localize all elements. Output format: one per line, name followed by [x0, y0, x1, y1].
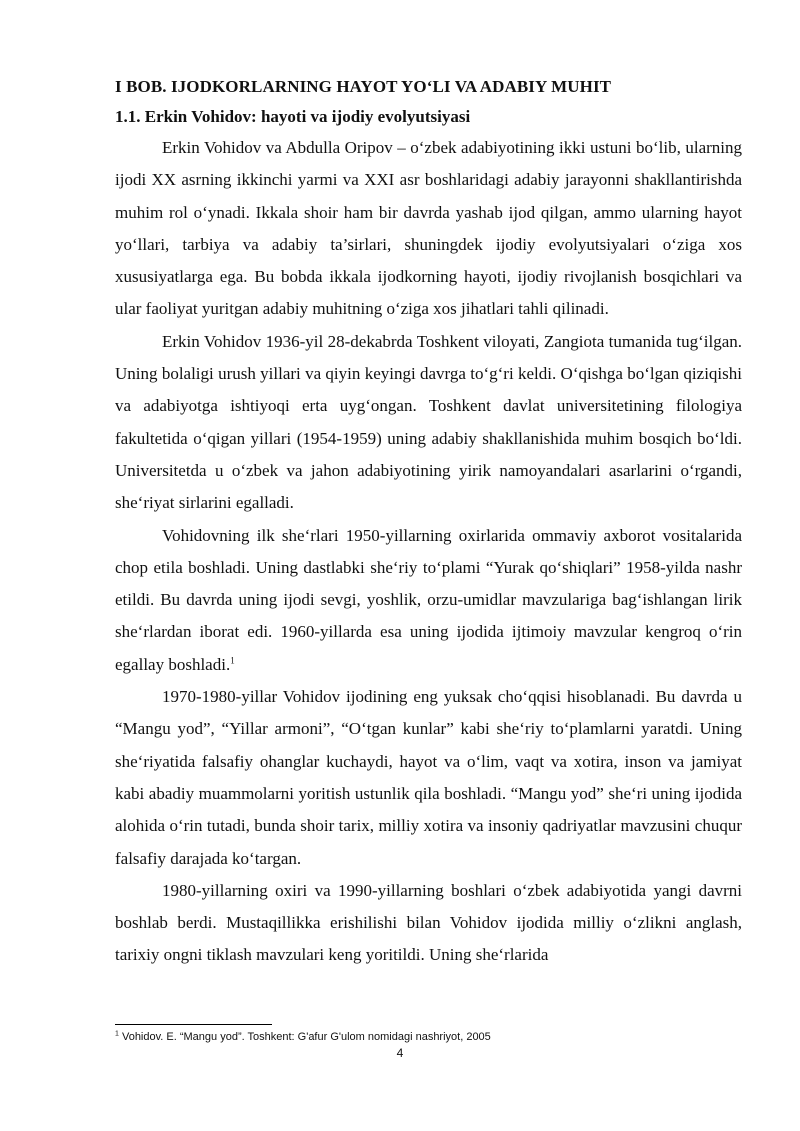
footnote-reference: 1 [230, 655, 235, 666]
footnote-number: 1 [115, 1030, 119, 1038]
page-number: 4 [396, 1046, 404, 1060]
footnote [115, 1030, 742, 1044]
paragraph-2: Erkin Vohidov 1936-yil 28-dekabrda Toshkent viloyati, Zangiota tumanida tug‘ilgan. Uning bolaligi urush yillari va qiyin keyingi davrga to‘g‘ri keldi. O‘qishga bo‘lgan qiziqishi va adabiyotga ishtiyoqi erta uyg‘ongan. Toshkent davlat universitetining filologiya fakultetida o‘qigan yillari (1954-1959) uning adabiy shakllanishida muhim bosqich bo‘ldi. Universitetda u o‘zbek va jahon adabiyotining yirik namoyandalari asarlarini o‘rgandi, she‘riyat sirlarini egalladi. [115, 331, 742, 513]
paragraph-5: 1980-yillarning oxiri va 1990-yillarning boshlari o‘zbek adabiyotida yangi davrni boshlab berdi. Mustaqillikka erishilishi bilan Vohidov ijodida milliy o‘zlikni anglash, tarixiy ongni tiklash mavzulari keng yoritildi. Uning she‘rlarida [115, 880, 742, 965]
section-title: 1.1. Erkin Vohidov: hayoti va ijodiy evolyutsiyasi [115, 107, 471, 126]
paragraph-4: 1970-1980-yillar Vohidov ijodining eng yuksak cho‘qqisi hisoblanadi. Bu davrda u “Mangu yod”, “Yillar armoni”, “O‘tgan kunlar” kabi she‘riy to‘plamlarni yaratdi. Uning she‘riyatida falsafiy ohanglar kuchaydi, hayot va o‘lim, vaqt va xotira, inson va jamiyat kabi abadiy muammolarni yoritish ustunlik qila boshladi. “Mangu yod” she‘ri uning ijodida alohida o‘rin tutadi, bunda shoir tarix, milliy xotira va insoniy qadriyatlar mavzusini chuqur falsafiy darajada ko‘targan. [115, 687, 742, 868]
chapter-title: I BOB. IJODKORLARNING HAYOT YO‘LI VA ADABIY MUHIT [115, 77, 612, 96]
paragraph-3-text: Vohidovning ilk she‘rlari 1950-yillarning oxirlarida ommaviy axborot vositalarida chop etila boshladi. Uning dastlabki she‘riy to‘plami “Yurak qo‘shiqlari” 1958-yilda nashr etildi. Bu davrda uning ijodi sevgi, yoshlik, orzu-umidlar mavzulariga bag‘ishlangan lirik she‘rlardan iborat edi. 1960-yillarda esa uning ijodida ijtimoiy mavzular kengroq o‘rin egallay boshladi. [115, 525, 742, 674]
paragraph-3 [115, 520, 742, 681]
footnote-separator [115, 1024, 272, 1025]
document-body [115, 72, 742, 972]
paragraph-1: Erkin Vohidov va Abdulla Oripov – o‘zbek adabiyotining ikki ustuni bo‘lib, ularning ijodi XX asrning ikkinchi yarmi va XXI asr boshlaridagi adabiy jarayonni shakllantirishda muhim rol o‘ynadi. Ikkala shoir ham bir davrda yashab ijod qilgan, ammo ularning hayot yo‘llari, tarbiya va adabiy ta’sirlari, shuningdek ijodiy evolyutsiyalari o‘ziga xos xususiyatlarga ega. Bu bobda ikkala ijodkorning hayoti, ijodiy rivojlanish bosqichlari va ular faoliyat yuritgan adabiy muhitning o‘ziga xos jihatlari tahli qilinadi. [115, 138, 742, 319]
footnote-text: Vohidov. E. “Mangu yod”. Toshkent: G'afur G'ulom nomidagi nashriyot, 2005 [121, 1031, 491, 1043]
